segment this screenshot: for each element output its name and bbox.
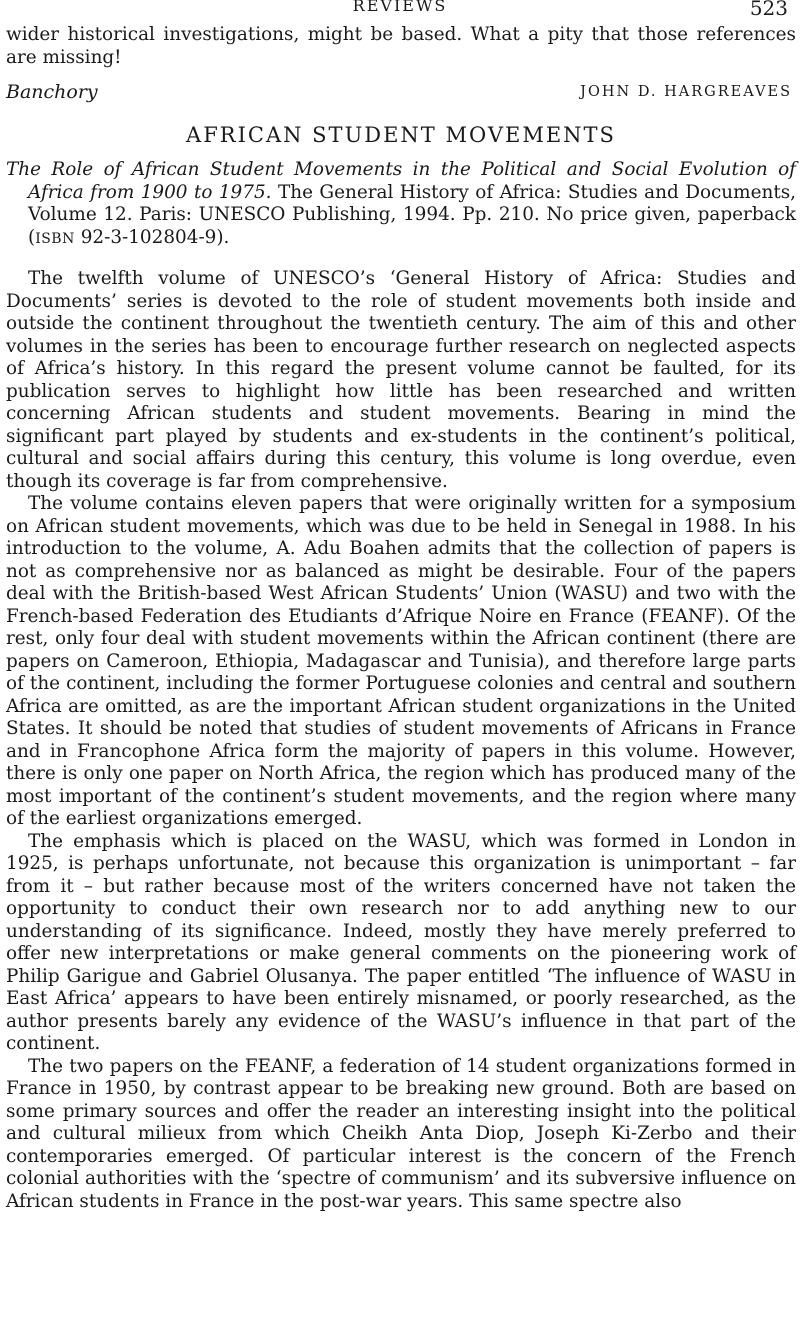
- text-column: [6, 24, 796, 1213]
- page-number: 523: [749, 0, 788, 20]
- review-signoff: [6, 81, 796, 109]
- isbn-number: 92-3-102804-9).: [74, 226, 230, 248]
- book-details: The General History of Africa: Studies and Documents, Volume 12. Paris: UNESCO Publishing, 1994. Pp. 210. No price given, paperback (: [28, 181, 796, 248]
- review-section-title: AFRICAN STUDENT MOVEMENTS: [186, 123, 616, 147]
- running-header: [0, 0, 800, 20]
- running-title: REVIEWS: [352, 0, 448, 15]
- isbn-label: ISBN: [35, 230, 75, 247]
- body-paragraph-2: The volume contains eleven papers that were originally written for a symposium on African student movements, which was due to be held in Senegal in 1988. In his introduction to the volume, A. Adu Boahen admits that the collection of papers is not as comprehensive nor as balanced as might be desirable. Four of the papers deal with the British-based West African Students’ Union (WASU) and two with the French-based Federation des Etudiants d’Afrique Noire en France (FEANF). Of the rest, only four deal with student movements within the African continent (there are papers on Cameroon, Ethiopia, Madagascar and Tunisia), and therefore large parts of the continent, including the former Portuguese colonies and central and southern Africa are omitted, as are the important African student organizations in the United States. It should be noted that studies of student movements of Africans in France and in Francophone Africa form the majority of papers in this volume. However, there is only one paper on North Africa, the region which has produced many of the most important of the continent’s student movements, and the region where many of the earliest organizations emerged.: [6, 493, 796, 829]
- body-paragraph-1: The twelfth volume of UNESCO’s ‘General History of Africa: Studies and Documents’ series is devoted to the role of student movements both inside and outside the continent throughout the twentieth century. The aim of this and other volumes in the series has been to encourage further research on neglected aspects of Africa’s history. In this regard the present volume cannot be faulted, for its publication serves to highlight how little has been researched and written concerning African students and student movements. Bearing in mind the significant part played by students and ex-students in the continent’s political, cultural and social affairs during this century, this volume is long overdue, even though its coverage is far from comprehensive.: [6, 268, 796, 492]
- reviewer-name: JOHN D. HARGREAVES: [580, 84, 792, 100]
- book-title: The Role of African Student Movements in the Political and Social Evolution of Africa from 1900 to 1975.: [6, 159, 796, 203]
- reviewer-place: Banchory: [6, 81, 98, 103]
- book-citation: [6, 159, 796, 250]
- previous-review-closing-text: wider historical investigations, might be based. What a pity that those references are missing!: [6, 24, 796, 68]
- body-paragraph-4: The two papers on the FEANF, a federation of 14 student organizations formed in France in 1950, by contrast appear to be breaking new ground. Both are based on some primary sources and offer the reader an interesting insight into the political and cultural milieux from which Cheikh Anta Diop, Joseph Ki-Zerbo and their contemporaries emerged. Of particular interest is the concern of the French colonial authorities with the ‘spectre of communism’ and its subversive influence on African students in France in the post-war years. This same spectre also: [6, 1055, 796, 1212]
- body-paragraph-3: The emphasis which is placed on the WASU, which was formed in London in 1925, is perhaps unfortunate, not because this organization is unimportant – far from it – but rather because most of the writers concerned have not taken the opportunity to conduct their own research nor to add anything new to our understanding of its significance. Indeed, mostly they have merely preferred to offer new interpretations or make general comments on the pioneering work of Philip Garigue and Gabriel Olusanya. The paper entitled ‘The influence of WASU in East Africa’ appears to have been entirely misnamed, or poorly researched, as the author presents barely any evidence of the WASU’s influence in that part of the continent.: [6, 830, 796, 1054]
